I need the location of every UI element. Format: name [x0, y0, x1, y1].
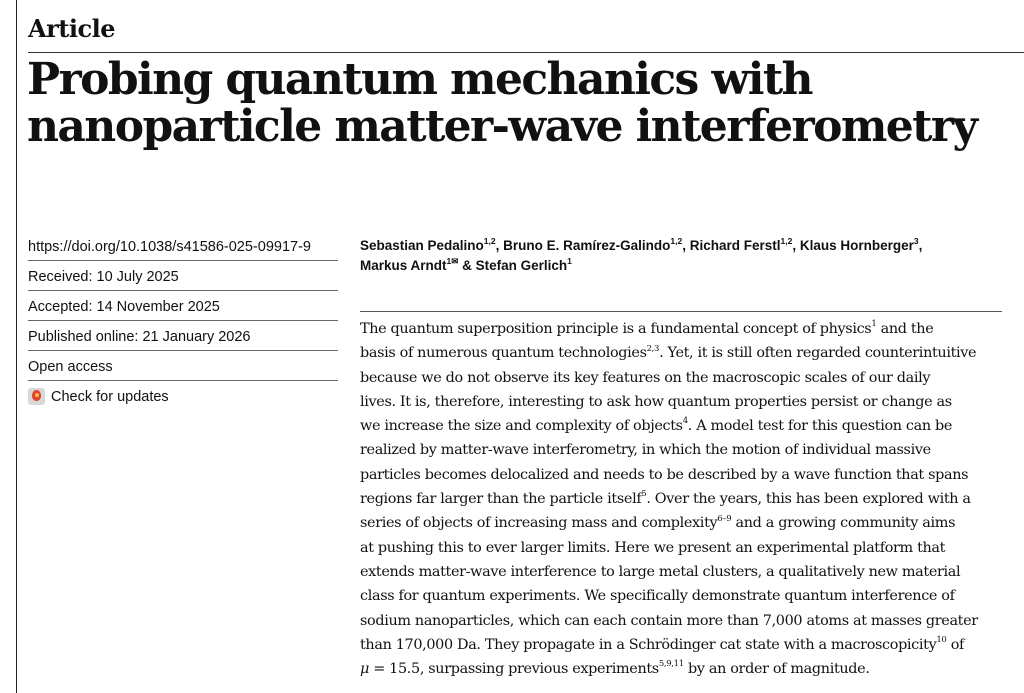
- author-name[interactable]: Richard Ferstl: [689, 238, 781, 253]
- accepted-date: Accepted: 14 November 2025: [28, 291, 338, 321]
- author-affiliation: 1,2: [483, 235, 496, 246]
- abstract-line: particles becomes delocalized and needs to be described by a wave function that spans: [360, 466, 969, 483]
- left-margin-rule: [16, 0, 17, 693]
- author-list: [360, 236, 1010, 276]
- author-line-2: Markus Arndt$^{1✉}$ & Stefan Gerlich$^1$: [360, 255, 572, 273]
- author-affiliation: 1,2: [780, 235, 793, 246]
- abstract-line: lives. It is, therefore, interesting to ask how quantum properties persist or change as: [360, 393, 952, 410]
- author-name[interactable]: Sebastian Pedalino: [360, 238, 484, 253]
- author-affiliation: 3: [913, 235, 919, 246]
- abstract-line: at pushing this to ever larger limits. Here we present an experimental platform that: [360, 539, 946, 556]
- check-for-updates-link[interactable]: [28, 381, 338, 411]
- citation-ref[interactable]: 10: [936, 635, 947, 646]
- published-date: Published online: 21 January 2026: [28, 321, 338, 351]
- macroscopicity-symbol: μ: [360, 661, 370, 678]
- doi-link[interactable]: https://doi.org/10.1038/s41586-025-09917-9: [28, 231, 338, 261]
- abstract: [360, 317, 1010, 681]
- article-title: [27, 56, 1017, 150]
- abstract-line: basis of numerous quantum technologies$^{2,3}$. Yet, it is still often regarded counterintuitive: [360, 343, 977, 362]
- author-affiliation: 1✉: [446, 255, 459, 266]
- received-date: Received: 10 July 2025: [28, 261, 338, 291]
- abstract-line: realized by matter-wave interferometry, in which the motion of individual massive: [360, 442, 931, 459]
- author-name[interactable]: Stefan Gerlich: [475, 258, 568, 273]
- author-name[interactable]: Markus Arndt: [360, 258, 447, 273]
- abstract-line: we increase the size and complexity of objects$^4$. A model test for this question can be: [360, 416, 953, 435]
- crossmark-check-updates-icon: [28, 388, 45, 405]
- author-affiliation: 1,2: [670, 235, 683, 246]
- author-name[interactable]: Bruno E. Ramírez-Galindo: [503, 238, 671, 253]
- title-line-1: Probing quantum mechanics with: [27, 54, 812, 105]
- citation-ref[interactable]: 5: [641, 489, 647, 500]
- abstract-line: extends matter-wave interference to large metal clusters, a qualitatively new material: [360, 563, 961, 580]
- abstract-line: class for quantum experiments. We specifically demonstrate quantum interference of: [360, 588, 955, 605]
- abstract-line: than 170,000 Da. They propagate in a Schrödinger cat state with a macroscopicity$^{10}$ of: [360, 635, 964, 653]
- open-access-label: Open access: [28, 351, 338, 381]
- citation-ref[interactable]: 4: [682, 416, 688, 427]
- title-divider: [28, 52, 1024, 53]
- title-line-2: nanoparticle matter-wave interferometry: [27, 101, 977, 152]
- citation-ref[interactable]: 1: [871, 319, 877, 330]
- author-line-1: Sebastian Pedalino$^{1,2}$, Bruno E. Ramírez-Galindo$^{1,2}$, Richard Ferstl$^{1,2}$, Klaus Hornberger$^3$,: [360, 235, 923, 253]
- article-type-label: Article: [28, 14, 115, 43]
- abstract-divider: [360, 311, 1002, 312]
- abstract-line: because we do not observe its key features on the macroscopic scales of our daily: [360, 369, 931, 386]
- author-name[interactable]: Klaus Hornberger: [799, 238, 914, 253]
- article-metadata: [28, 231, 338, 411]
- abstract-line: series of objects of increasing mass and complexity$^{6-9}$ and a growing community aims: [360, 513, 956, 532]
- author-affiliation: 1: [567, 255, 572, 266]
- citation-ref[interactable]: 6–9: [717, 513, 732, 524]
- abstract-line: sodium nanoparticles, which can each contain more than 7,000 atoms at masses greater: [360, 612, 978, 629]
- citation-ref[interactable]: 5,9,11: [658, 659, 684, 670]
- abstract-line: The quantum superposition principle is a fundamental concept of physics$^1$ and the: [360, 319, 934, 337]
- abstract-line: regions far larger than the particle itself$^5$. Over the years, this has been explored with a: [360, 489, 971, 508]
- abstract-line: μ = 15.5, surpassing previous experiments$^{5,9,11}$ by an order of magnitude.: [360, 659, 870, 678]
- citation-ref[interactable]: 2,3: [646, 343, 660, 354]
- check-for-updates-label: Check for updates: [51, 388, 169, 405]
